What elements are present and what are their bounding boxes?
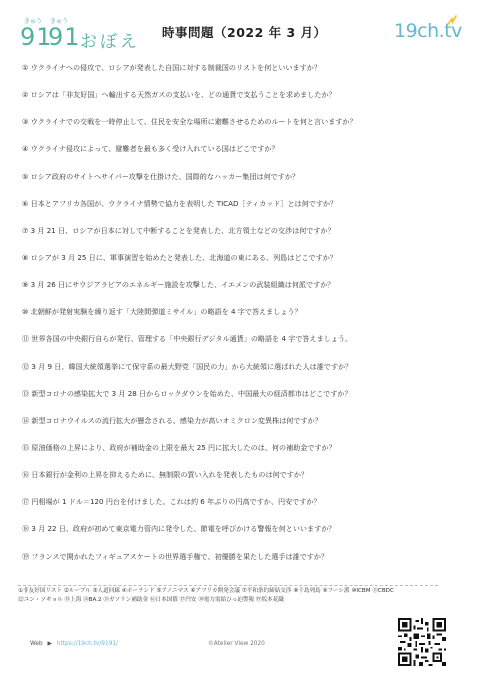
question-item: ④ ウクライナ侵攻によって、避難者を最も多く受け入れている国はどこですか？ xyxy=(22,144,279,154)
web-label: Web xyxy=(30,641,43,647)
copyright: ©Atelier View 2020 xyxy=(208,641,265,647)
question-item: ⑨ 3 月 26 日にサウジアラビアのエネルギー施設を攻撃した、イエメンの武装組織は何派ですか？ xyxy=(22,280,335,290)
question-item: ⑩ 北朝鮮が発射実験を繰り返す「大陸間弾道ミサイル」の略語を 4 字で答えましょう？ xyxy=(22,307,302,317)
question-item: ⑥ 日本とアフリカ各国が、ウクライナ情勢で協力を表明した TICAD［ティカッド］とは何ですか？ xyxy=(22,198,338,208)
question-item: ⑬ 新型コロナの感染拡大で 3 月 28 日からロックダウンを始めた、中国最大の経済都市はどこですか？ xyxy=(22,388,352,398)
qr-code[interactable] xyxy=(398,618,446,666)
question-item: ⑭ 新型コロナウイルスの流行拡大が懸念される、感染力が高いオミクロン変異株は何ですか？ xyxy=(22,415,322,425)
answer-line-2: ⑫ユン・ソギョル ⑬上海 ⑭BA.2 ⑮ガソリン補助金 ⑯日本国債 ⑰円安 ⑱電力需給ひっ迫警報 ⑲坂本花織 xyxy=(18,597,284,603)
footer-url-link[interactable]: https://19ch.tv/9191/ xyxy=(56,641,119,647)
question-item: ① ウクライナへの侵攻で、ロシアが発表した自国に対する制裁国のリストを何といいますか？ xyxy=(22,63,321,72)
question-list xyxy=(22,62,462,578)
question-item: ⑧ ロシアが 3 月 25 日に、軍事演習を始めたと発表した、北海道の東にある、列島はどこですか？ xyxy=(22,252,337,262)
question-item: ② ロシアは「非友好国」へ輸出する天然ガスの支払いを、どの通貨で支払うことを求めましたか？ xyxy=(22,90,336,100)
question-item: ⑫ 3 月 9 日、韓国大統領選挙にて保守系の最大野党「国民の力」から大統領に選ばれた人は誰ですか？ xyxy=(22,361,353,371)
brand-text: 19ch.tv xyxy=(394,20,462,42)
logo-ruby-2: きゅう xyxy=(50,18,69,25)
question-item: ③ ウクライナでの交戦を一時停止して、住民を安全な場所に避難させるためのルートを何と言いますか？ xyxy=(22,117,357,127)
brand-logo[interactable] xyxy=(394,14,460,48)
question-item: ⑪ 世界各国の中央銀行自らが発行、管理する「中央銀行デジタル通貨」の略語を 4 字で答えましょう。 xyxy=(22,334,353,344)
logo-kana: おぼえ xyxy=(80,32,140,52)
footer-web xyxy=(30,641,118,647)
spark-icon xyxy=(446,14,458,26)
logo-number-1: 91 xyxy=(20,23,53,51)
question-item: ⑲ フランスで開かれたフィギュアスケートの世界選手権で、初優勝を果たした選手は誰ですか？ xyxy=(22,551,329,561)
question-item: ⑯ 日本銀行が金利の上昇を抑えるために、無制限の買い入れを発表したものは何ですか？ xyxy=(22,470,309,480)
question-item: ⑦ 3 月 21 日、ロシアが日本に対して中断することを発表した、北方領土などの交渉は何ですか？ xyxy=(22,225,335,235)
question-item: ⑱ 3 月 22 日、政府が初めて東京電力管内に発令した、節電を呼びかける警報を何といいますか？ xyxy=(22,524,336,534)
question-item: ⑮ 原油価格の上昇により、政府が補助金の上限を最大 25 円に拡大したのは、何の補助金ですか？ xyxy=(22,442,336,452)
logo-ruby-1: きゅう xyxy=(24,18,43,25)
arrow-right-icon: ▶ xyxy=(47,641,52,647)
answer-line-1: ①非友好国リスト ②ルーブル ③人道回廊 ④ポーランド ⑤アノニマス ⑥アフリカ開発会議 ⑦平和条約締結交渉 ⑧千島列島 ⑨フーシ派 ⑩ICBM ⑪CBDC xyxy=(18,588,394,594)
logo-number-2: 91 xyxy=(48,23,81,51)
question-item: ⑤ ロシア政府のサイトへサイバー攻撃を仕掛けた、国際的なハッカー集団は何ですか？ xyxy=(22,171,300,181)
page-title: 時事問題（2022 年 3 月） xyxy=(162,25,327,40)
site-logo[interactable] xyxy=(20,16,150,52)
answer-key xyxy=(18,585,438,605)
question-item: ⑰ 円相場が 1 ドル＝120 円台を付けました。これは約 6 年ぶりの円高ですか、円安ですか？ xyxy=(22,497,321,507)
